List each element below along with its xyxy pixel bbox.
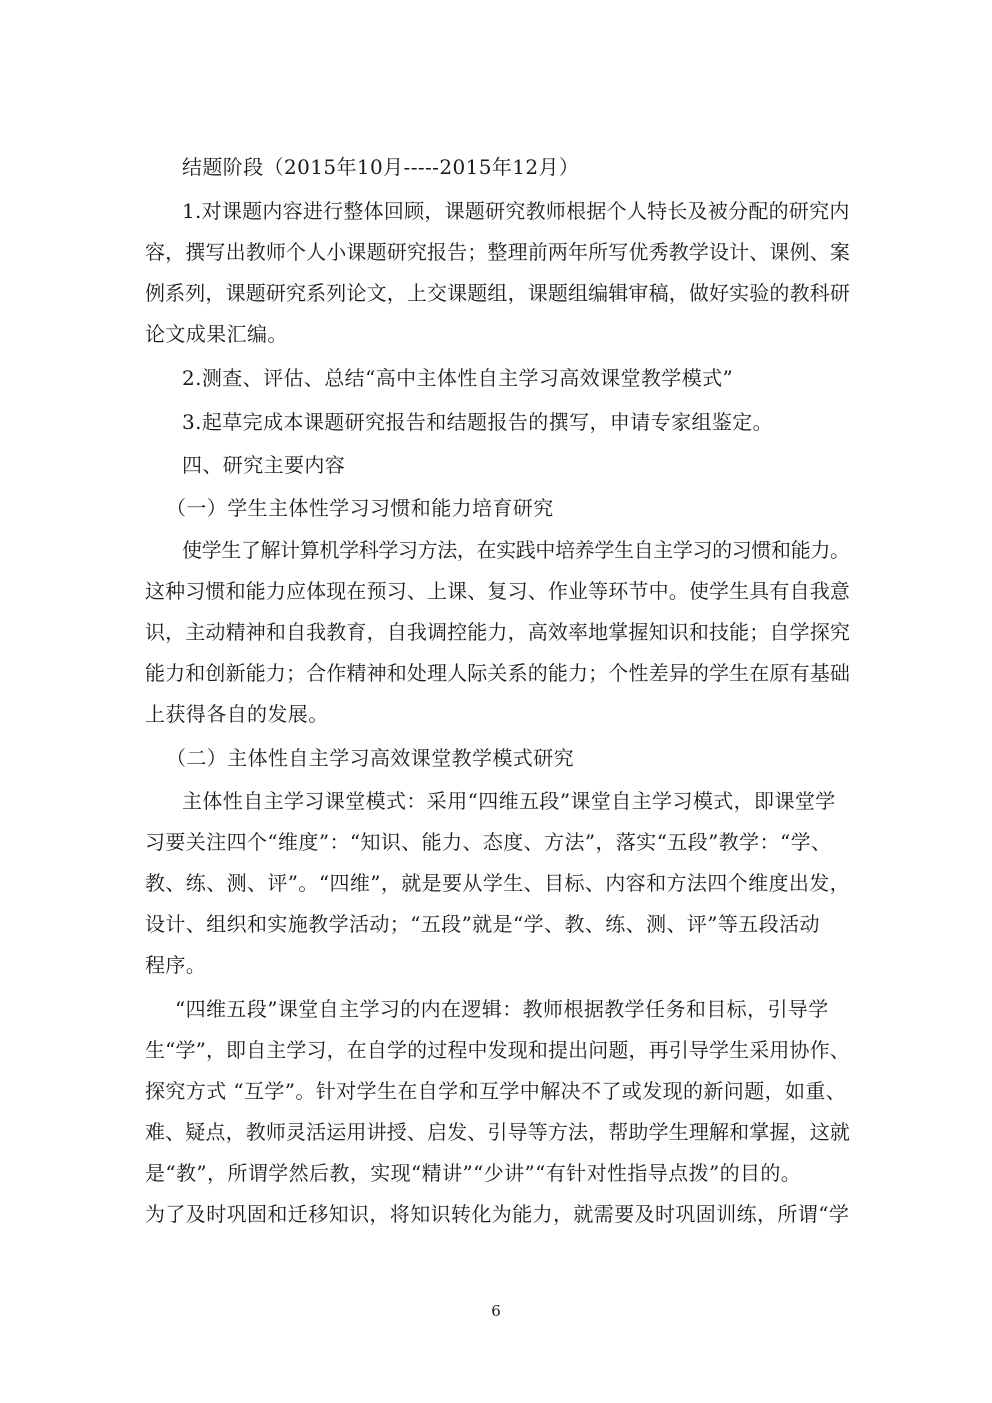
paragraph-line: 教、练、测、评”。“四维”，就是要从学生、目标、内容和方法四个维度出发， [145, 871, 851, 895]
paragraph-line: 是“教”，所谓学然后教，实现“精讲”“少讲”“有针对性指导点拨”的目的。 [145, 1161, 802, 1185]
paragraph-line: 程序。 [145, 953, 207, 977]
paragraph-line: 上获得各自的发展。 [145, 702, 329, 726]
subsection-heading: （一）学生主体性学习习惯和能力培育研究 [166, 496, 554, 520]
paragraph-line: 容，撰写出教师个人小课题研究报告；整理前两年所写优秀教学设计、课例、案 [145, 240, 850, 264]
paragraph-line: 2.测查、评估、总结“高中主体性自主学习高效课堂教学模式” [182, 366, 734, 390]
stage-heading: 结题阶段（2015年10月-----2015年12月） [182, 155, 580, 179]
paragraph-line: 论文成果汇编。 [145, 322, 288, 346]
paragraph-line: 探究方式 “互学”。针对学生在自学和互学中解决不了或发现的新问题，如重、 [145, 1079, 847, 1103]
paragraph-line: 能力和创新能力；合作精神和处理人际关系的能力；个性差异的学生在原有基础 [145, 661, 850, 685]
paragraph-line: 这种习惯和能力应体现在预习、上课、复习、作业等环节中。使学生具有自我意 [145, 579, 850, 603]
paragraph-line: 1.对课题内容进行整体回顾，课题研究教师根据个人特长及被分配的研究内 [182, 199, 850, 223]
paragraph-line: 生“学”，即自主学习，在自学的过程中发现和提出问题，再引导学生采用协作、 [145, 1038, 850, 1062]
paragraph-line: 3.起草完成本课题研究报告和结题报告的撰写，申请专家组鉴定。 [182, 410, 774, 434]
paragraph-line: “四维五段”课堂自主学习的内在逻辑：教师根据教学任务和目标，引导学 [175, 997, 829, 1021]
section-heading: 四、研究主要内容 [182, 453, 346, 477]
paragraph-line: 例系列，课题研究系列论文，上交课题组，课题组编辑审稿，做好实验的教科研 [145, 281, 850, 305]
paragraph-line: 设计、组织和实施教学活动；“五段”就是“学、教、练、测、评”等五段活动 [145, 912, 820, 936]
paragraph-line: 识，主动精神和自我教育，自我调控能力，高效率地掌握知识和技能；自学探究 [145, 620, 850, 644]
paragraph-line: 习要关注四个“维度”：“知识、能力、态度、方法”，落实“五段”教学：“学、 [145, 830, 832, 854]
paragraph-line: 使学生了解计算机学科学习方法，在实践中培养学生自主学习的习惯和能力。 [182, 538, 850, 562]
paragraph-line: 难、疑点，教师灵活运用讲授、启发、引导等方法，帮助学生理解和掌握，这就 [145, 1120, 850, 1144]
paragraph-line: 主体性自主学习课堂模式：采用“四维五段”课堂自主学习模式，即课堂学 [182, 789, 836, 813]
subsection-heading: （二）主体性自主学习高效课堂教学模式研究 [166, 746, 574, 770]
page-number: 6 [491, 1302, 501, 1320]
paragraph-line: 为了及时巩固和迁移知识，将知识转化为能力，就需要及时巩固训练，所谓“学 [145, 1202, 850, 1226]
